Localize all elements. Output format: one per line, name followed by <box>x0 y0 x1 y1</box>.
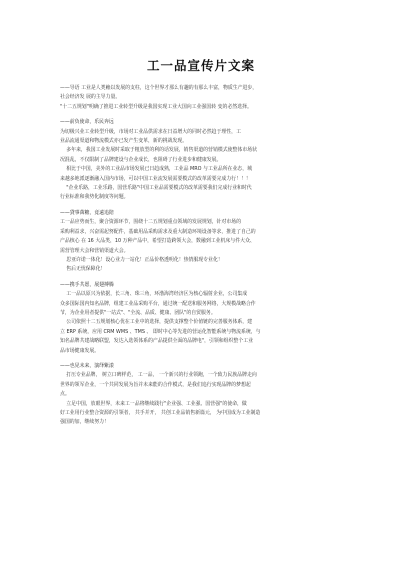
paragraph-line: 售后无忧保障化！ <box>60 266 106 273</box>
paragraph-line: 思亚许诺一体化！设心业力一站化！正品价格透明化！热情服现专业化！ <box>60 256 223 263</box>
section-heading: ——也见未来，演绎紫漾 <box>60 362 114 369</box>
paragraph-line: 需营管理大会和营销渠道大会。 <box>60 247 129 254</box>
document-body <box>60 84 342 428</box>
paragraph <box>60 371 342 427</box>
paragraph-line: 为切极兴业工业转型升级，市场对工业品供需求在日益增大的同时必然趋于理性，工 <box>60 128 241 135</box>
paragraph-line: 况混乱，不仅限制了品牌建设与企业成长，也阻碍了行业进步和健康发展。 <box>60 156 222 163</box>
paragraph-line: 立足中国，放眼世界，未来工一品将继续践行"企业强、工业强、国营强"的使命，做 <box>60 400 247 407</box>
paragraph-line: 公司依照十二五规划核心优在工业中的选择，提供支撑整个价值链的完善服务体系，建 <box>60 319 253 326</box>
paragraph-line: 行业标准和我势化制度等问题。 <box>60 194 129 201</box>
paragraph-line: 产品核心 在 16 大品类，10 万种产品中，希望打造跨领大会，数融到工业机床与件大众、 <box>60 238 255 245</box>
paragraph-line: 品市场健康发展。 <box>60 347 100 354</box>
paragraph-line: 相比于中国，美外的工业品市场发展已日趋成熟，工业品 MRO 与工业品所在业态，城 <box>60 166 252 173</box>
document-title: 工一品宣传片文案 <box>146 58 255 73</box>
paragraph-line: 强国的加，继续努力！ <box>60 419 109 426</box>
paragraph-line: 工一品应势而生，聚合资源环节，围绕十二五规划重点领域的发展规划，针对市场的 <box>60 219 241 226</box>
paragraph-line: 点。 <box>60 391 70 398</box>
paragraph-line: 好工业用行业整合资源的引领者， 共手并开， 共创工业品销售新篇元， 为中国成为工业制造 <box>60 410 261 416</box>
section-heading: ——前负使命，乐民奔远 <box>60 119 114 126</box>
paragraph-line: 世界的领军企业，一个共同发展为旨并未来能的合作模式，是我们追行实现品牌的梦想起 <box>60 381 251 388</box>
paragraph <box>60 84 342 112</box>
paragraph-line: 打压专业品牌， 树立口碑样范， 工一品， 一个新兴的行业领跑，一个致力民族品牌走向 <box>60 372 257 379</box>
paragraph-line: "企业乐路，工业乐路，国营乐路"中国工业品需要模式的改革需要我们完成行业和时代 <box>60 185 252 192</box>
section-heading: ——貸事萬糖，竟遠追陪 <box>60 209 114 216</box>
section-heading: ——携手共愿，展翅搏腾 <box>60 281 114 288</box>
paragraph-line: 来越多地派逐渐融入国内市场，可以中国工业流发展需要模式的改革需要完成力行！！！ <box>60 175 251 182</box>
paragraph-line: 节，为企业用者提供"一站式"、"全流、品质、健康、团队"的自贸服务。 <box>60 309 216 316</box>
paragraph-line: 知名品牌共建战略联盟，发达入选领体系的产品提供全面的品牌电"，引领和组织整个工业 <box>60 338 253 345</box>
paragraph <box>60 218 342 274</box>
paragraph <box>60 290 342 356</box>
paragraph <box>60 128 342 203</box>
paragraph-line: 采购利益求，兴奋需起努配件，基础用品采购需求及重大制造环境设备等求，推进了自己的 <box>60 228 256 235</box>
paragraph-line: 众多国际国内知名品牌，组建工业品采购平台，通过统一配送和服务网络，大规模战略合作 <box>60 300 256 307</box>
paragraph-line: 业品流通渠道和物流模式亦已发产生变革，新的挑战发现。 <box>60 138 188 145</box>
paragraph-line: 多年来，我国工业发展时采取于粗放型的利的话发展，销售渠道的营销模式使整体市场状 <box>60 147 257 154</box>
paragraph-line: 工一品以原兴为依据，长三角、珠三角，环渤海湾经济区为核心辐射企业，公司集成 <box>60 291 248 298</box>
paragraph-line: 立 ERP 系统，应用 CRM WMS 、TMS 、 即时中心等先进的营运化智能系统与物流系统，与 <box>60 328 261 335</box>
paragraph-line: "十二五规划"明确了推进工业转型升级是我国实现工业大国向工业强国转 变的必然选择。 <box>60 103 252 110</box>
paragraph-line: 社会经济发 展的主导力量。 <box>60 94 121 101</box>
paragraph-line: ——导语 工业是人类賴以发展的支柱，这个世界才那么有趣的有那么丰富，物质生产进步， <box>60 85 258 91</box>
